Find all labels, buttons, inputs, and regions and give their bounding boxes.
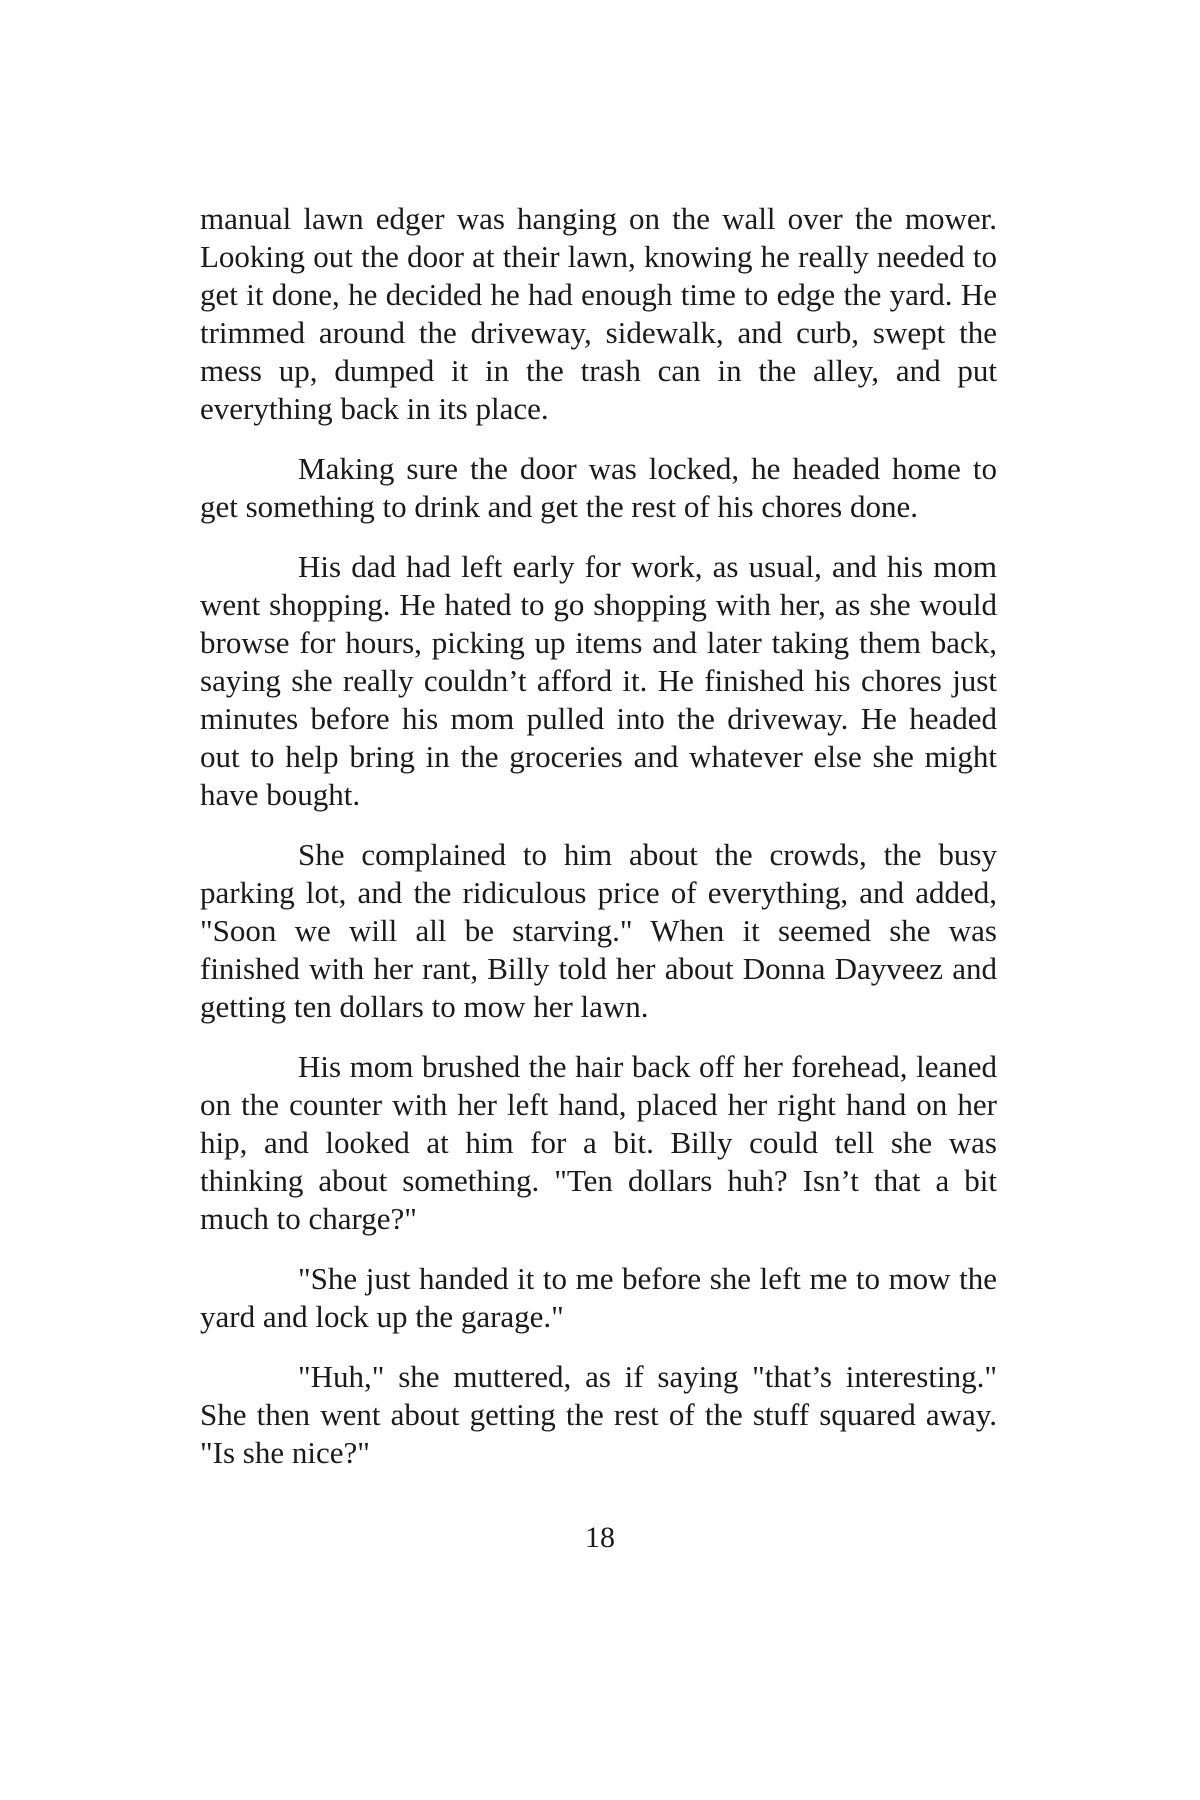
paragraph-2: Making sure the door was locked, he headed home to get something to drink and get the rest of his chores done. <box>200 451 997 524</box>
paragraph-3: His dad had left early for work, as usual, and his mom went shopping. He hated to go shopping with her, as she would browse for hours, picking up items and later taking them back, saying she really couldn’t afford it. He finished his chores just minutes before his mom pulled into the driveway. He headed out to help bring in the groceries and whatever else she might have bought. <box>200 549 997 812</box>
body-text <box>200 200 997 1494</box>
paragraph-5: His mom brushed the hair back off her forehead, leaned on the counter with her left hand, placed her right hand on her hip, and looked at him for a bit. Billy could tell she was thinking about something. "Ten dollars huh? Isn’t that a bit much to charge?" <box>200 1049 997 1236</box>
paragraph-6: "She just handed it to me before she left me to mow the yard and lock up the garage." <box>200 1261 997 1334</box>
paragraph-1: manual lawn edger was hanging on the wall over the mower. Looking out the door at their lawn, knowing he really needed to get it done, he decided he had enough time to edge the yard. He trimmed around the driveway, sidewalk, and curb, swept the mess up, dumped it in the trash can in the alley, and put everything back in its place. <box>200 201 997 426</box>
page-number: 18 <box>585 1521 615 1554</box>
paragraph-4: She complained to him about the crowds, the busy parking lot, and the ridiculous price of everything, and added, "Soon we will all be starving." When it seemed she was finished with her rant, Billy told her about Donna Dayveez and getting ten dollars to mow her lawn. <box>200 837 997 1024</box>
paragraph-7: "Huh," she muttered, as if saying "that’s interesting." She then went about getting the rest of the stuff squared away. "Is she nice?" <box>200 1359 997 1470</box>
